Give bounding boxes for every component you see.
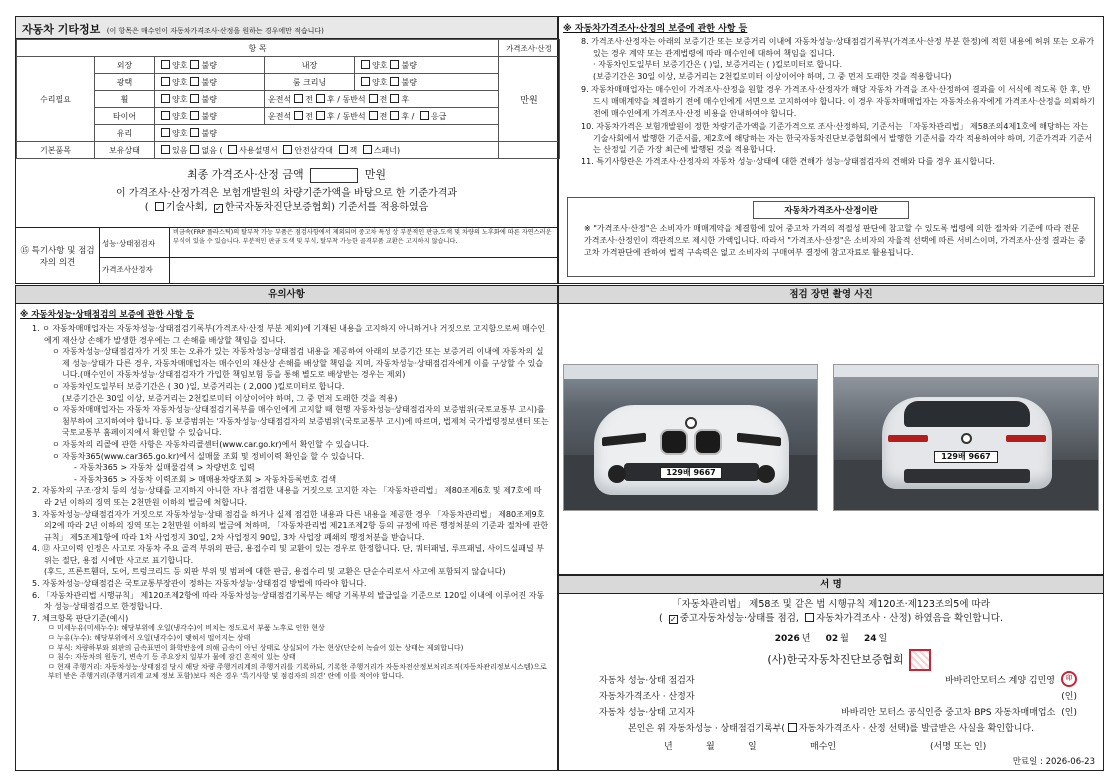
notice-5: 5. 자동차성능·상태점검은 국토교통부장관이 정하는 자동차성능·상태점검 방법에 따라야 합니다. [32, 579, 367, 589]
wheel-driver-front-checkbox[interactable] [294, 94, 303, 103]
tire-driver-rear-checkbox[interactable] [316, 111, 325, 120]
receipt-price-checkbox[interactable] [788, 723, 797, 732]
assoc-row [559, 649, 1103, 671]
notice-2: 2. 자동차의 구조·장치 등의 성능·상태를 고지하지 아니한 자나 점검한 내용을 거짓으로 고지한 자는 「자동차관리법」 제80조제6호 및 제7호에 따라 2년 이하의 징역 또는 2천만원 이하의 벌금에 처합니다. [32, 486, 542, 507]
price-warranty-section [558, 16, 1104, 284]
wheel-passenger-rear-checkbox[interactable] [390, 94, 399, 103]
basic-sub: 보유상태 [95, 142, 155, 159]
notice-section [15, 285, 558, 771]
price-note-8: 8. 가격조사·산정자는 아래의 보증기간 또는 보증거리 이내에 자동차성능·상태점검기록부(가격조사·산정 부분 한정)에 적힌 내용에 허위 또는 오류가 있는 경우 계약 또는 관계법령에 따라 매수인에 대하여 책임을 집니다. [581, 37, 1095, 58]
sign-date: 2026 년 02 월 24 일 [774, 634, 888, 644]
criteria-4: ㅁ 침수: 자동차의 원동기, 변속기 등 주요장치 일부가 물에 잠긴 흔적이 있는 상태 [48, 653, 296, 662]
expiry-date: 만료일 : 2026-06-23 [1012, 757, 1095, 767]
jack-checkbox[interactable] [339, 145, 348, 154]
final-price-input[interactable] [310, 168, 358, 183]
notice-1c: ㅇ 자동차인도일부터 보증기간은 ( 30 )일, 보증거리는 ( 2,000 )킬로미터로 합니다. [52, 381, 345, 391]
sign-law-line: 「자동차관리법」 제58조 및 같은 법 시행규칙 제120조·제123조의5에 따라 [672, 599, 990, 610]
cleaning-good-checkbox[interactable] [361, 77, 370, 86]
basic-label: 기본품목 [17, 142, 95, 159]
glass-good-checkbox[interactable] [161, 128, 170, 137]
basic-items: 있음 없음 ( 사용설명서 안전삼각대 잭 스패너) [155, 142, 499, 159]
price-checker-opinion [170, 258, 557, 283]
row-exterior: 외장 [95, 57, 155, 74]
etc-info-section [15, 16, 558, 284]
row-interior: 내장 [265, 57, 355, 74]
tire-emergency-checkbox[interactable] [420, 111, 429, 120]
row-tire: 타이어 [95, 108, 155, 125]
notice-1: 1. ㅇ 자동차매매업자는 자동차성능·상태점검기록부(가격조사·산정 부분 제외)에 기재된 내용을 고지하지 아니하거나 거짓으로 고지함으로써 매수인에게 재산상 손해가 발생한 경우에는 그 손해를 배상할 책임을 집니다. [32, 324, 546, 345]
rear-plate: 129배 9667 [934, 451, 998, 463]
opinion-label: ⑮ 특기사항 및 점검자의 의견 [16, 228, 100, 283]
price-note-10: 10. 자동차가격은 보험개발원이 정한 차량기준가액을 기준가격으로 조사·산정하되, 기준서는 「자동차관리법」 제58조의4제1호에 해당하는 자는 기술사회에서 발행한 기준서를, 제2호에 해당하는 자는 한국자동차진단보증협회에서 발행한 기준서를 각각 적용하여야 하며, 기준가격과 기준서는 산정일 기준 가장 최근에 발행된 것을 적용합니다. [581, 122, 1093, 155]
price-warranty-title: ※ 자동차가격조사·산정의 보증에 관한 사항 등 [563, 24, 748, 34]
gloss-good-checkbox[interactable] [161, 77, 170, 86]
sign-row-performance: 자동차 성능·상태 점검자 바바리안모터스 계양 김민영 印 [599, 671, 1077, 687]
notice-1f-b: - 자동차365 > 자동차 이력조회 > 매매용차량조회 > 자동차등록번호 검색 [74, 474, 337, 484]
wheel-bad-checkbox[interactable] [190, 94, 199, 103]
price-definition-box [567, 197, 1095, 277]
exterior-good-checkbox[interactable] [161, 60, 170, 69]
notice-1e: ㅇ 자동차의 리콜에 관한 사항은 자동차리콜센터(www.car.go.kr)에서 확인할 수 있습니다. [52, 439, 370, 449]
front-plate: 129배 9667 [660, 467, 722, 479]
criteria-3: ㅁ 부식: 차량하부와 외판의 금속표면이 화학반응에 의해 금속이 아닌 상태로 상실되어 가는 현상(단순히 녹슬어 있는 상태는 제외합니다) [48, 643, 464, 652]
price-definition-title: 자동차가격조사·산정이란 [753, 201, 909, 219]
tire-passenger-rear-checkbox[interactable] [390, 111, 399, 120]
repair-label: 수리필요 [17, 57, 95, 142]
notice-1b: ㅇ 자동차성능·상태점검자가 거짓 또는 오류가 있는 자동차성능·상태점검 내용을 제공하여 아래의 보증기간 또는 보증거리 이내에 자동차의 실제 성능·상태가 다른 경우, 자동차매매업자는 매수인의 재산상 손해를 배상할 책임을 지며, 자동차성능·상태점검자에게 이를 구상할 수 있습니다.(매수인이 자동차성능·상태점검자가 가입한 책임보험 등을 통해 별도로 배상받는 경우는 제외) [52, 347, 544, 380]
notice-3: 3. 자동차성능·상태점검자가 거짓으로 자동차성능·상태 점검을 하거나 실제 점검한 내용과 다른 내용을 제공한 경우 「자동차관리법」 제80조제9호의2에 따라 2년 이하의 징역 또는 2천만원 이하의 벌금에 처하며, 「자동차관리법 제21조제2항 등의 규정에 따른 행정처분의 기준과 절차에 관한 규칙」 제5조제1항에 따라 1차 사업정지 30일, 2차 사업정지 90일, 3차 사업장 폐쇄의 행정처분을 받습니다. [32, 509, 549, 542]
tire-passenger-front-checkbox[interactable] [369, 111, 378, 120]
interior-bad-checkbox[interactable] [390, 60, 399, 69]
photo-title: 점검 장면 촬영 사진 [559, 286, 1103, 304]
assoc-seal-icon [909, 649, 931, 671]
row-glass: 유리 [95, 125, 155, 142]
cleaning-bad-checkbox[interactable] [390, 77, 399, 86]
tire-driver-front-checkbox[interactable] [294, 111, 303, 120]
spanner-checkbox[interactable] [363, 145, 372, 154]
criteria-1: ㅁ 미세누유(미세누수): 해당부위에 오일(냉각수)이 비치는 정도로서 부품 노후로 인한 현상 [48, 624, 325, 633]
tire-positions: 운전석 전 후 / 동반석 전 후 / 응급 [265, 108, 499, 125]
basis-text: 이 가격조사·산정가격은 보험개발원의 차량기준가액을 바탕으로 한 기준가격과 ( 기술사회, ✓ 한국자동차진단보증협회) 기준서를 적용하였음 [115, 188, 458, 213]
wheel-good-checkbox[interactable] [161, 94, 170, 103]
price-check-checkbox[interactable] [805, 613, 814, 622]
buyer-signature-field[interactable]: (서명 또는 인) [930, 742, 987, 752]
criteria-5: ㅁ 현재 주행거리: 자동차성능·상태점검 당시 해당 차량 주행거리계의 주행거리를 기록하되, 기록한 주행거리가 자동차전산정보처리조직(자동차관리정보시스템)으로부터 받은 주행거리(주행거리계 교체 정보 포함)보다 적은 경우 '특기사항 및 점검자의 의견' 란에 이를 적어야 합니다. [48, 662, 547, 681]
row-gloss: 광택 [95, 74, 155, 91]
notice-4: 4. ⑫ 사고이력 인정은 사고로 자동차 주요 골격 부위의 판금, 용접수리 및 교환이 있는 경우로 한정합니다. 단, 쿼터패널, 루프패널, 사이드실패널 부위는 절단, 용접 시에만 사고로 표기합니다. [32, 544, 544, 565]
etc-info-subtitle: (이 항목은 매수인이 자동차가격조사·산정을 원하는 경우에만 적습니다) [106, 27, 324, 35]
receipt-line: 본인은 위 자동차성능 · 상태점검기록부( 자동차가격조사 · 산정 선택)를 발급받은 사실을 확인합니다. [628, 724, 1034, 734]
sign-row-notifier: 자동차 성능·상태 고지자 바바리안 모터스 공식인증 중고차 BPS 자동차매매업소 (인) [599, 707, 1077, 718]
price-note-9: 9. 자동차매매업자는 매수인이 가격조사·산정을 원할 경우 가격조사·산정자가 해당 자동차 가격을 조사·산정하여 결과를 이 서식에 적도록 한 후, 반드시 매매계약을 체결하기 전에 매수인에게 서면으로 고지하여야 합니다. 이 경우 자동차매매업자는 자동차소유자에게 가격조사·산정을 의뢰하기 전에 매수인에게 가격조사·산정 비용을 안내하여야 합니다. [581, 85, 1095, 118]
price-note-11: 11. 특기사항란은 가격조사·산정자의 자동차 성능·상태에 대한 견해가 성능·상태점검자의 견해와 다를 경우 표시합니다. [581, 156, 996, 166]
price-definition-text: ※ "가격조사·산정"은 소비자가 매매계약을 체결함에 있어 중고차 가격의 적절성 판단에 참고할 수 있도록 법령에 의한 절차와 기준에 따라 전문 가격조사·산정인이 객관적으로 제시한 가액입니다. 따라서 "가격조사·산정"은 소비자의 자율적 선택에 따른 서비스이며, 가격조사·산정 결과는 중고차 가격판단에 관하여 법적 구속력은 없고 소비자의 구매여부 결정에 참고자료로 활용됩니다. [584, 224, 1086, 257]
notice-1f: ㅇ 자동차365(www.car365.go.kr)에서 실매물 조회 및 정비이력 확인을 할 수 있습니다. [52, 451, 365, 461]
notice-subtitle: ※ 자동차성능·상태점검의 보증에 관한 사항 등 [20, 310, 195, 320]
sign-section [558, 575, 1104, 771]
price-note-8-sub: (보증기간은 30일 이상, 보증거리는 2천킬로미터 이상이어야 하며, 그 중 먼저 도래한 것을 적용합니다) [593, 71, 952, 81]
row-room-cleaning: 룸 크리닝 [265, 74, 355, 91]
wheel-passenger-front-checkbox[interactable] [369, 94, 378, 103]
gloss-bad-checkbox[interactable] [190, 77, 199, 86]
tire-bad-checkbox[interactable] [190, 111, 199, 120]
criteria-2: ㅁ 누유(누수): 해당부위에서 오일(냉각수)이 맺혀서 떨어지는 상태 [48, 634, 251, 643]
price-note-8-period: · 자동차인도일부터 보증기간은 ( )일, 보증거리는 ( )킬로미터로 합니다. [593, 60, 843, 70]
rear-car-photo [833, 364, 1099, 511]
etc-info-title: 자동차 기타정보 [22, 23, 101, 36]
row-wheel: 휠 [95, 91, 155, 108]
assoc-name: (사)한국자동차진단보증협회 [767, 653, 904, 666]
notice-1c-sub: (보증기간은 30일 이상, 보증거리는 2천킬로미터 이상이어야 하며, 그 중 먼저 도래한 것을 적용) [62, 393, 398, 403]
used-car-check-checkbox[interactable]: ✓ [669, 615, 677, 624]
have-checkbox[interactable] [161, 145, 170, 154]
sign-title: 서 명 [559, 576, 1103, 594]
sign-confirm-line: ( ✓ 중고자동차성능·상태를 점검, 자동차가격조사 · 산정) 하였음을 확인합니다. [659, 613, 1003, 624]
exterior-bad-checkbox[interactable] [190, 60, 199, 69]
notice-1d: ㅇ 자동차매매업자는 자동차 자동차성능·상태점검기록부를 매수인에게 고지할 때 현행 자동차성능·상태점검자의 보증범위(국토교통부 고시)를 첨부하여 고지하여야 합니다. 동 보증범위는 '자동차성능·상태점검자의 보증범위'(국토교통부 고시)에 따르며, 법제처 국가법령정보센터 또는 국토교통부 홈페이지에서 확인할 수 있습니다. [52, 405, 549, 438]
repair-table: 항 목 가격조사·산정 수리필요 외장 양호 불량 내장 양호 불량 만원 광택 양호 불량 룸 크리닝 양호 불량 휠 양호 불량 운전석 전 후 / 동반석 전 후 타이어 양호 불량 운전석 전 후 / 동반석 전 후 / 응급 유리 양호 불량 기본품목 보유상태 있음 없음 ( 사용설명서 안전삼각대 잭 스패너) [16, 39, 560, 159]
photo-section [558, 285, 1104, 575]
front-car-photo [563, 364, 818, 511]
perf-checker-opinion: 비금속(FRP 플라스틱)의 탈부착 가능 부품은 점검사항에서 제외되며 중고차 특성 상 부분적인 판금,도색 및 차량의 노후화에 따른 자연스러운 부식이 있을 수 있습니다. 부분적인 판금 도색 및 부식, 탈부착 가능한 골격부품 교환은 고지하지 않습니다. [170, 228, 557, 258]
inspector-seal-icon: 印 [1061, 671, 1077, 687]
perf-checker-label: 성능·상태점검자 [100, 228, 169, 258]
notice-title: 유의사항 [16, 286, 557, 304]
buyer-row: 년 월 일 매수인 (서명 또는 인) [559, 739, 1103, 752]
none-checkbox[interactable] [190, 145, 199, 154]
col-price: 가격조사·산정 [499, 40, 560, 57]
triangle-checkbox[interactable] [283, 145, 292, 154]
notice-7: 7. 체크항목 판단기준(예시) [32, 613, 129, 623]
repair-price-unit: 만원 [499, 57, 560, 142]
manual-checkbox[interactable] [228, 145, 237, 154]
sign-row-price: 자동차가격조사 · 산정자 (인) [599, 691, 1077, 702]
interior-good-checkbox[interactable] [361, 60, 370, 69]
glass-bad-checkbox[interactable] [190, 128, 199, 137]
wheel-positions: 운전석 전 후 / 동반석 전 후 [265, 91, 499, 108]
tech-society-checkbox[interactable] [155, 202, 164, 211]
wheel-driver-rear-checkbox[interactable] [316, 94, 325, 103]
col-item: 항 목 [17, 40, 499, 57]
final-price-row: 최종 가격조사·산정 금액 만원 [186, 168, 387, 181]
tire-good-checkbox[interactable] [161, 111, 170, 120]
notice-4-sub: (후드, 프론트휀더, 도어, 트렁크리드 등 외판 부위 및 범퍼에 대한 판금, 용접수리 및 교환은 단순수리로서 사고에 포함되지 않습니다) [44, 567, 506, 577]
kadwa-checkbox[interactable]: ✓ [214, 204, 222, 213]
price-checker-label: 가격조사산정자 [102, 265, 153, 274]
notice-6: 6. 「자동차관리법 시행규칙」 제120조제2항에 따라 자동차성능·상태점검기록부는 해당 기록부의 발급일을 기준으로 120일 이내에 이루어진 자동차 성능·상태점검으로 한정합니다. [32, 590, 545, 612]
notice-1f-a: - 자동차365 > 자동차 실매물검색 > 차량번호 입력 [74, 463, 255, 473]
